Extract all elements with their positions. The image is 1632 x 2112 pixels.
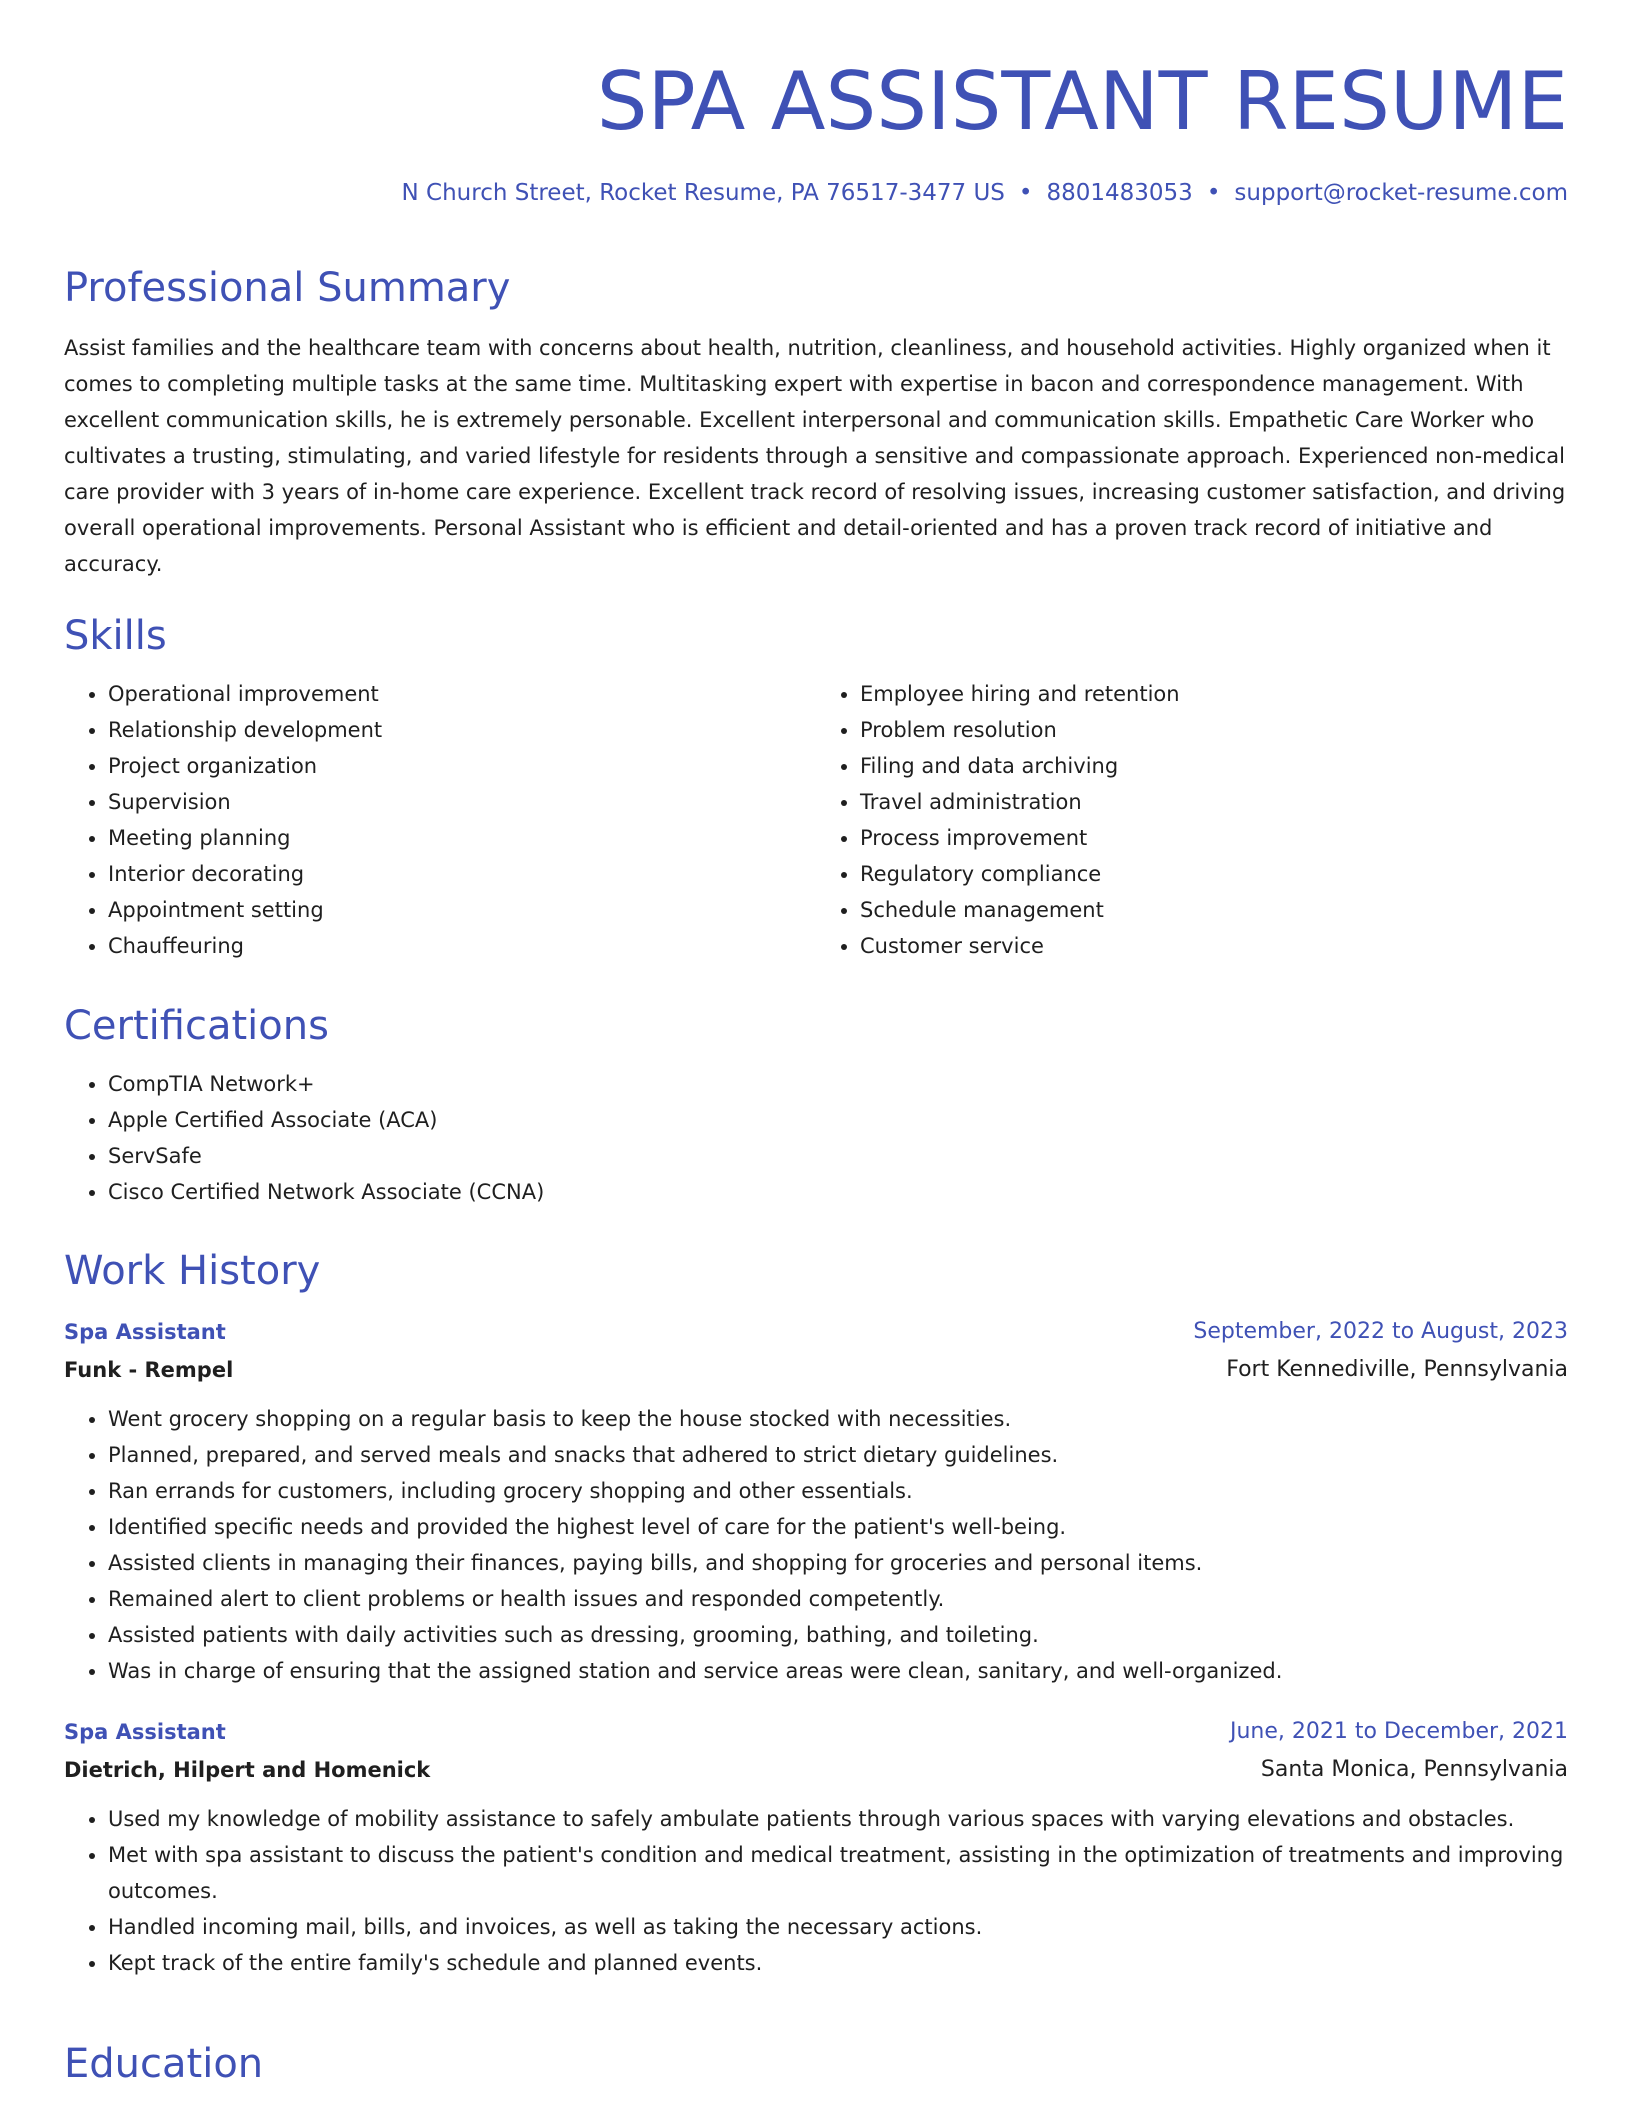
resume-title: SPA ASSISTANT RESUME [596, 55, 1568, 148]
job-dates: June, 2021 to December, 2021 [1229, 1719, 1568, 1744]
section-title-education: Education [64, 2041, 264, 2087]
skill-item: • Project organization [108, 748, 816, 784]
separator-dot: • [1206, 180, 1221, 206]
skill-item: • Process improvement [860, 820, 1568, 856]
job-duty: • Identified specific needs and provided the highest level of care for the patient's well-being. [108, 1509, 1568, 1545]
summary-section [64, 260, 1568, 582]
skill-item: • Operational improvement [108, 676, 816, 712]
job-duty: • Was in charge of ensuring that the assigned station and service areas were clean, sanitary, and well-organized. [108, 1653, 1568, 1689]
skills-list-right [816, 676, 1568, 964]
job-duty: • Went grocery shopping on a regular basis to keep the house stocked with necessities. [108, 1401, 1568, 1437]
skill-item: • Chauffeuring [108, 928, 816, 964]
job-entry [64, 1313, 1568, 1689]
work-history-section [64, 1243, 1568, 1981]
job-duty: • Planned, prepared, and served meals and snacks that adhered to strict dietary guidelines. [108, 1437, 1568, 1473]
skill-item: • Travel administration [860, 784, 1568, 820]
skills-columns [64, 676, 1568, 964]
job-duty: • Assisted patients with daily activities such as dressing, grooming, bathing, and toileting. [108, 1617, 1568, 1653]
job-location: Fort Kennediville, Pennsylvania [1226, 1357, 1568, 1382]
company-name: Funk - Rempel [64, 1358, 234, 1382]
job-duty: • Ran errands for customers, including grocery shopping and other essentials. [108, 1473, 1568, 1509]
certifications-section [64, 998, 1568, 1210]
section-title-summary: Professional Summary [64, 265, 511, 311]
job-title: Spa Assistant [64, 1720, 226, 1744]
skill-item: • Filing and data archiving [860, 748, 1568, 784]
job-header [64, 1313, 1568, 1351]
phone: 8801483053 [1046, 180, 1193, 206]
separator-dot: • [1018, 180, 1033, 206]
certification-item: • Apple Certified Associate (ACA) [108, 1102, 1568, 1138]
education-section [64, 2036, 1568, 2092]
job-location: Santa Monica, Pennsylvania [1260, 1757, 1568, 1782]
skill-item: • Meeting planning [108, 820, 816, 856]
contact-line [402, 180, 1568, 206]
email-link[interactable]: support@rocket-resume.com [1234, 180, 1568, 206]
skill-item: • Appointment setting [108, 892, 816, 928]
job-header [64, 1713, 1568, 1751]
skills-section [64, 608, 1568, 964]
certification-item: • CompTIA Network+ [108, 1066, 1568, 1102]
job-duty: • Assisted clients in managing their finances, paying bills, and shopping for groceries and personal items. [108, 1545, 1568, 1581]
certification-item: • ServSafe [108, 1138, 1568, 1174]
job-duties-list [64, 1401, 1568, 1689]
skill-item: • Schedule management [860, 892, 1568, 928]
job-duties-list [64, 1801, 1568, 1981]
skill-item: • Problem resolution [860, 712, 1568, 748]
job-duty: • Kept track of the entire family's schedule and planned events. [108, 1945, 1568, 1981]
job-duty: • Met with spa assistant to discuss the patient's condition and medical treatment, assisting in the optimization of treatments and improving outcomes. [108, 1837, 1568, 1909]
job-dates: September, 2022 to August, 2023 [1193, 1319, 1568, 1344]
skills-list-left [64, 676, 816, 964]
skill-item: • Regulatory compliance [860, 856, 1568, 892]
skill-item: • Relationship development [108, 712, 816, 748]
job-entry [64, 1713, 1568, 1981]
skill-item: • Customer service [860, 928, 1568, 964]
job-duty: • Handled incoming mail, bills, and invoices, as well as taking the necessary actions. [108, 1909, 1568, 1945]
section-title-certifications: Certifications [64, 1003, 329, 1049]
section-title-work-history: Work History [64, 1248, 321, 1294]
job-title: Spa Assistant [64, 1320, 226, 1344]
address: N Church Street, Rocket Resume, PA 76517-3477 US [401, 180, 1005, 206]
job-duty: • Remained alert to client problems or health issues and responded competently. [108, 1581, 1568, 1617]
section-title-skills: Skills [64, 613, 167, 659]
certifications-list [64, 1066, 1568, 1210]
skill-item: • Employee hiring and retention [860, 676, 1568, 712]
skill-item: • Supervision [108, 784, 816, 820]
job-subheader [64, 1751, 1568, 1789]
summary-text: Assist families and the healthcare team with concerns about health, nutrition, cleanliness, and household activities. Highly organized when it comes to completing multiple tasks at the same time. Multitasking expert with expertise in bacon and correspondence management. With excellent communication skills, he is extremely personable. Excellent interpersonal and communication skills. Empathetic Care Worker who cultivates a trusting, stimulating, and varied lifestyle for residents through a sensitive and compassionate approach. Experienced non-medical care provider with 3 years of in-home care experience. Excellent track record of resolving issues, increasing customer satisfaction, and driving overall operational improvements. Personal Assistant who is efficient and detail-oriented and has a proven track record of initiative and accuracy. [64, 336, 1566, 576]
certification-item: • Cisco Certified Network Associate (CCNA) [108, 1174, 1568, 1210]
skill-item: • Interior decorating [108, 856, 816, 892]
job-subheader [64, 1351, 1568, 1389]
company-name: Dietrich, Hilpert and Homenick [64, 1758, 431, 1782]
job-duty: • Used my knowledge of mobility assistance to safely ambulate patients through various spaces with varying elevations and obstacles. [108, 1801, 1568, 1837]
